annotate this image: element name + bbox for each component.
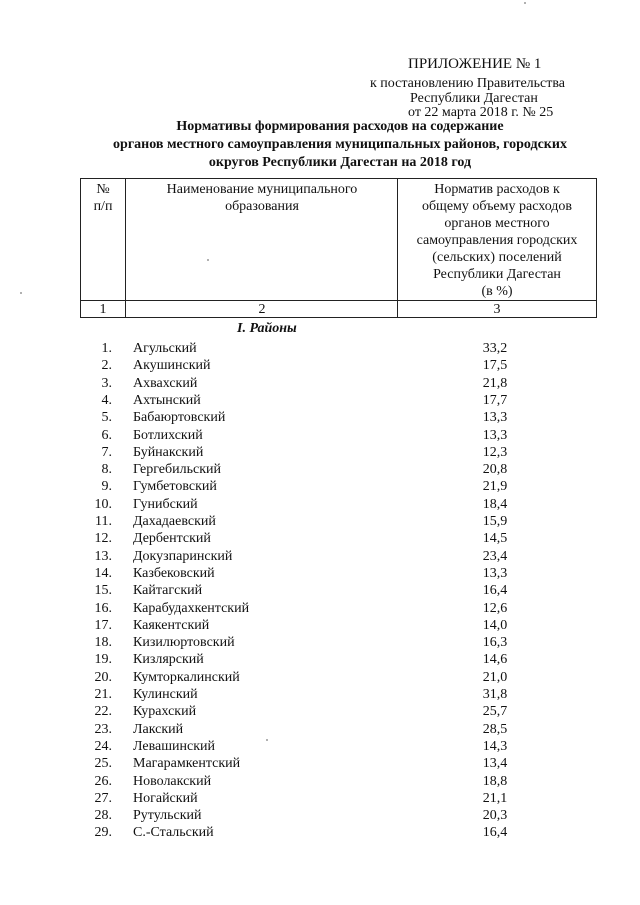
row-number: 17. <box>94 617 112 633</box>
table-row <box>0 755 640 772</box>
table-row <box>0 357 640 374</box>
row-value: 16,4 <box>482 825 508 841</box>
document-title-line-2: органов местного самоуправления муниципальных районов, городских <box>113 137 567 152</box>
row-name: Докузпаринский <box>133 548 233 564</box>
table-row <box>0 790 640 807</box>
table-row <box>0 427 640 444</box>
row-number: 22. <box>94 704 112 720</box>
header-col-name-line-1: Наименование муниципального <box>166 182 358 197</box>
row-value: 13,3 <box>482 565 508 581</box>
row-number: 7. <box>101 444 112 460</box>
row-name: Ботлихский <box>133 427 203 443</box>
row-name: Ахтынский <box>133 392 201 408</box>
table-row <box>0 669 640 686</box>
row-value: 13,4 <box>482 756 508 772</box>
row-name: Курахский <box>133 704 197 720</box>
row-name: Дахадаевский <box>133 514 216 529</box>
row-name: Карабудахкентский <box>133 600 250 616</box>
row-number: 29. <box>94 825 112 841</box>
table-row <box>0 548 640 565</box>
table-row <box>0 721 640 738</box>
row-value: 33,2 <box>482 341 508 356</box>
row-name: Кулинский <box>133 687 198 702</box>
header-col-norm-line-1: Норматив расходов к <box>434 182 560 197</box>
header-col-number <box>80 181 126 215</box>
table-row <box>0 703 640 720</box>
row-number: 26. <box>94 773 112 789</box>
scan-speck <box>524 2 526 4</box>
section-title: I. Районы <box>237 321 297 336</box>
row-number: 24. <box>94 738 112 754</box>
header-col-norm-line-4: самоуправления городских <box>416 233 578 248</box>
appendix-line-1: к постановлению Правительства <box>370 76 566 91</box>
row-value: 12,6 <box>482 600 508 616</box>
row-value: 14,5 <box>482 531 508 547</box>
table-row <box>0 461 640 478</box>
row-value: 15,9 <box>482 514 508 529</box>
header-col-norm-line-3: органов местного <box>444 216 550 231</box>
appendix-line-3: от 22 марта 2018 г. № 25 <box>408 105 554 120</box>
row-name: Кизилюртовский <box>133 635 235 651</box>
row-value: 16,3 <box>482 635 508 651</box>
row-name: Новолакский <box>133 773 212 789</box>
row-number: 13. <box>94 548 112 564</box>
row-name: Агульский <box>133 341 197 356</box>
row-number: 8. <box>101 462 112 478</box>
row-number: 27. <box>94 790 112 806</box>
table-row <box>0 634 640 651</box>
row-value: 21,0 <box>482 669 508 685</box>
table-row <box>0 392 640 409</box>
row-number: 6. <box>101 427 112 443</box>
row-number: 14. <box>94 565 112 581</box>
table-row <box>0 409 640 426</box>
table-row <box>0 807 640 824</box>
row-name: Акушинский <box>133 358 211 374</box>
table-row <box>0 496 640 513</box>
row-number: 1. <box>101 341 112 356</box>
row-name: Каякентский <box>133 617 210 633</box>
row-value: 20,8 <box>482 462 508 478</box>
row-name: Рутульский <box>133 808 202 824</box>
appendix-title: ПРИЛОЖЕНИЕ № 1 <box>408 56 542 72</box>
table-row <box>0 651 640 668</box>
colnum-1: 1 <box>99 302 107 317</box>
row-name: Ахвахский <box>133 375 198 391</box>
row-number: 11. <box>95 514 112 529</box>
row-name: Казбековский <box>133 565 215 581</box>
row-value: 25,7 <box>482 704 508 720</box>
row-value: 16,4 <box>482 583 508 599</box>
row-number: 21. <box>94 687 112 702</box>
row-name: С.-Стальский <box>133 825 214 841</box>
table-row <box>0 686 640 703</box>
table-row <box>0 582 640 599</box>
document-title <box>60 118 620 172</box>
row-value: 14,6 <box>482 652 508 668</box>
scan-speck <box>207 259 209 261</box>
header-col-name <box>126 181 398 215</box>
appendix-line-2: Республики Дагестан <box>410 91 538 106</box>
row-number: 10. <box>94 496 112 512</box>
row-number: 3. <box>101 375 112 391</box>
header-col-number-line-2: п/п <box>93 199 113 214</box>
table-row <box>0 824 640 841</box>
row-name: Гергебильский <box>133 462 221 478</box>
row-number: 15. <box>94 583 112 599</box>
row-number: 9. <box>101 479 112 495</box>
row-number: 16. <box>94 600 112 616</box>
scan-speck <box>266 739 268 741</box>
row-value: 21,9 <box>482 479 508 495</box>
row-value: 21,1 <box>482 790 508 806</box>
table-row <box>0 617 640 634</box>
row-value: 17,5 <box>482 358 508 374</box>
row-name: Буйнакский <box>133 444 204 460</box>
row-value: 14,3 <box>482 738 508 754</box>
table-row <box>0 773 640 790</box>
row-value: 31,8 <box>482 687 508 702</box>
row-value: 18,8 <box>482 773 508 789</box>
row-name: Магарамкентский <box>133 756 241 772</box>
table-row <box>0 375 640 392</box>
header-col-norm-line-2: общему объему расходов <box>421 199 573 214</box>
table-row <box>0 444 640 461</box>
row-value: 23,4 <box>482 548 508 564</box>
header-col-number-line-1: № <box>96 182 110 197</box>
row-name: Кумторкалинский <box>133 669 240 685</box>
row-number: 4. <box>101 392 112 408</box>
header-col-norm <box>398 181 596 300</box>
table-top-border <box>80 178 596 179</box>
colnum-3: 3 <box>493 302 501 317</box>
row-name: Ногайский <box>133 790 198 806</box>
row-number: 18. <box>94 635 112 651</box>
row-value: 13,3 <box>482 410 508 426</box>
table-row <box>0 340 640 357</box>
table-row <box>0 478 640 495</box>
row-value: 18,4 <box>482 496 508 512</box>
row-value: 28,5 <box>482 721 508 737</box>
row-number: 20. <box>94 669 112 685</box>
table-row <box>0 565 640 582</box>
row-name: Кизлярский <box>133 652 204 668</box>
row-number: 2. <box>101 358 112 374</box>
row-name: Гумбетовский <box>133 479 217 495</box>
row-name: Левашинский <box>133 738 216 754</box>
row-value: 20,3 <box>482 808 508 824</box>
row-name: Лакский <box>133 721 184 737</box>
row-number: 19. <box>94 652 112 668</box>
row-value: 21,8 <box>482 375 508 391</box>
header-col-norm-line-7: (в %) <box>481 284 513 299</box>
row-number: 23. <box>94 721 112 737</box>
scan-speck <box>20 292 22 294</box>
row-number: 12. <box>94 531 112 547</box>
row-number: 5. <box>101 410 112 426</box>
table-row <box>0 738 640 755</box>
document-title-line-3: округов Республики Дагестан на 2018 год <box>208 155 472 170</box>
row-value: 17,7 <box>482 392 508 408</box>
header-col-norm-line-6: Республики Дагестан <box>433 267 561 282</box>
table-row <box>0 513 640 530</box>
table-row <box>0 530 640 547</box>
row-number: 25. <box>94 756 112 772</box>
colnum-2: 2 <box>258 302 266 317</box>
row-number: 28. <box>94 808 112 824</box>
table-right-border <box>596 178 597 318</box>
row-value: 14,0 <box>482 617 508 633</box>
header-col-norm-line-5: (сельских) поселений <box>432 250 562 265</box>
row-name: Дербентский <box>133 531 211 547</box>
row-value: 13,3 <box>482 427 508 443</box>
row-name: Гунибский <box>133 496 198 512</box>
document-title-line-1: Нормативы формирования расходов на содержание <box>176 119 504 134</box>
row-name: Кайтагский <box>133 583 203 599</box>
header-col-name-line-2: образования <box>225 199 299 214</box>
table-row <box>0 600 640 617</box>
row-value: 12,3 <box>482 444 508 460</box>
row-name: Бабаюртовский <box>133 410 226 426</box>
